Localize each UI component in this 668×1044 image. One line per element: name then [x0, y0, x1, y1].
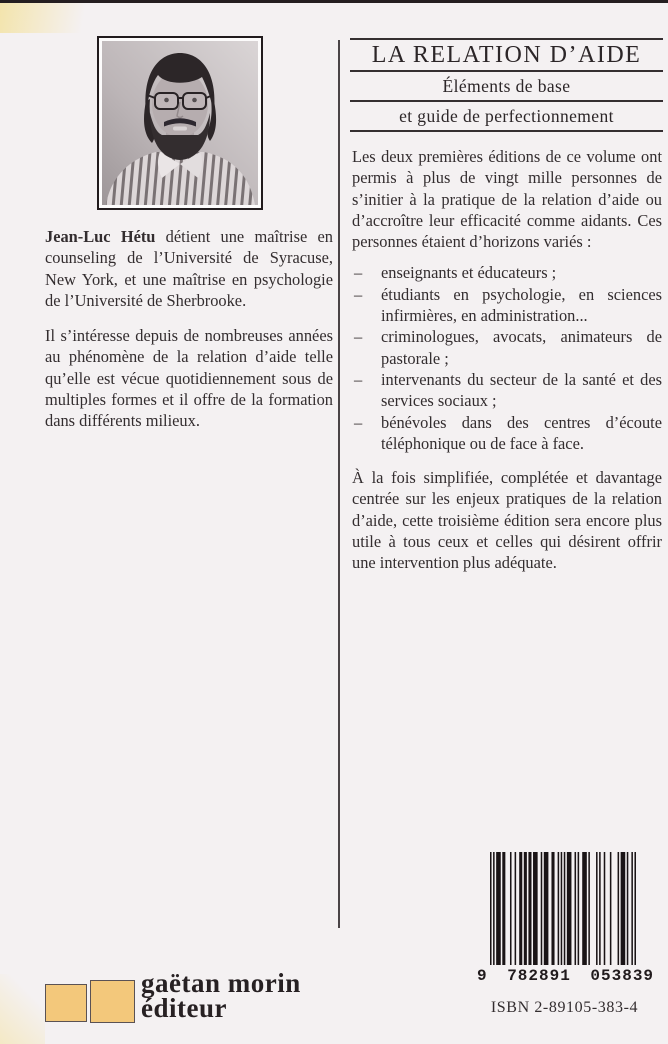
bullet-dash: –	[354, 369, 363, 389]
author-photo-frame	[97, 36, 263, 210]
list-item-text: enseignants et éducateurs ;	[381, 263, 557, 283]
title-block	[350, 38, 663, 132]
title-rule-4	[350, 130, 663, 132]
barcode-block	[477, 852, 663, 1027]
publisher-name	[141, 968, 301, 1023]
description-paragraph-1: Les deux premières éditions de ce volume ont permis à plus de vingt mille personnes de s’initier à la pratique de la relation d’aide ou d’accroître leur efficacité comme aidants. Ces personnes étaient d’horizons variés :	[352, 147, 662, 252]
bullet-dash: –	[354, 284, 363, 304]
scan-tint-top-left	[0, 3, 110, 33]
bio-paragraph-1-text: détient une maîtrise en counseling de l’Université de Syracuse, New York, et une maîtrise en psychologie de l’Université de Sherbrooke.	[45, 227, 333, 310]
column-divider-line	[338, 40, 340, 928]
description-column	[352, 146, 662, 574]
publisher-name-line-2: éditeur	[141, 993, 227, 1023]
scan-tint-bottom-left	[0, 974, 45, 1044]
publisher-name-line-1: gaëtan morin	[141, 968, 301, 998]
book-subtitle-1: Éléments de base	[442, 76, 571, 96]
list-item	[352, 284, 662, 327]
bio-paragraph-1	[45, 226, 333, 311]
audience-list	[352, 262, 662, 454]
bullet-dash: –	[354, 263, 363, 283]
list-item	[352, 262, 662, 283]
bullet-dash: –	[354, 412, 363, 432]
book-subtitle-2: et guide de perfectionnement	[399, 106, 614, 126]
list-item	[352, 412, 662, 455]
bio-paragraph-2: Il s’intéresse depuis de nombreuses années au phénomène de la relation d’aide telle qu’elle est vécue quotidiennement sous de multiples formes et il offre de la formation dans différents milieux.	[45, 326, 333, 431]
list-item-text: intervenants du secteur de la santé et des services sociaux ;	[381, 369, 662, 411]
publisher-logo-square-right	[90, 980, 135, 1023]
list-item-text: criminologues, avocats, animateurs de pastorale ;	[381, 327, 662, 368]
list-item	[352, 369, 662, 412]
portrait-mouth	[173, 127, 187, 131]
publisher-logo-square-left	[45, 984, 87, 1022]
bullet-dash: –	[354, 327, 363, 347]
list-item	[352, 326, 662, 369]
description-paragraph-2: À la fois simplifiée, complétée et davantage centrée sur les enjeux pratiques de la relation d’aide, cette troisième édition sera encore plus utile à tous ceux et celles qui désirent offrir une intervention plus adéquate.	[352, 468, 662, 573]
barcode-bars	[490, 852, 636, 965]
list-item-text: bénévoles dans des centres d’écoute téléphonique ou de face à face.	[381, 412, 662, 453]
author-name: Jean-Luc Hétu	[45, 227, 156, 246]
book-title: LA RELATION D’AIDE	[371, 42, 642, 68]
author-bio	[45, 226, 333, 432]
isbn-text: ISBN 2-89105-383-4	[490, 999, 639, 1016]
barcode-digits: 9 782891 053839	[477, 967, 655, 985]
list-item-text: étudiants en psychologie, en sciences infirmières, en administration...	[381, 284, 662, 326]
author-portrait-photo	[102, 41, 258, 205]
